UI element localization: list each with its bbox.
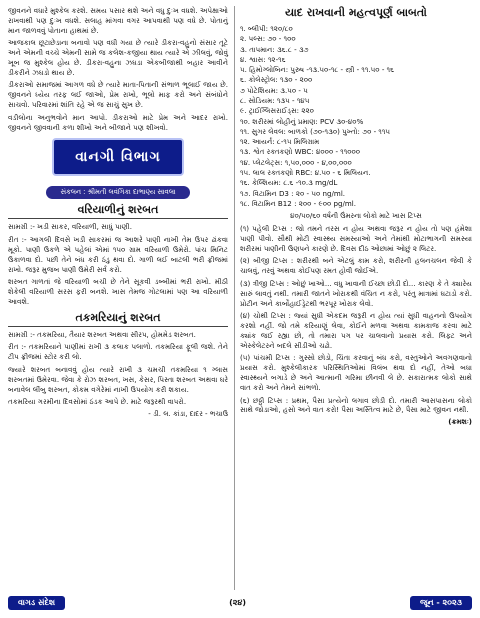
recipe-note: શરબત ગાળતાં જે વરિયાળી બચી છે તેને સૂકવી ડબ્બીમાં ભરી રાખો. મીઠી શેકેલી વરિયાળી સરસ ફરી બનશે. ખાસ તેમજ ગોટલામાં પણ આ વરિયાળી આવશે. (8, 277, 228, 306)
list-item: ૧૭. વિટામિન D3 : ૨૦ - ૫૦ ng/ml. (240, 188, 346, 198)
list-item: ૫. હિમોગ્લોબિન: પુરુષ -૧૩.૫૦-૧૮ - સ્ત્રી - ૧૧.૫૦ - ૧૬ (240, 65, 395, 75)
recipe-fennel (8, 203, 228, 306)
recipe-method: રીત :- આગલી દિવસે ખડી સાકરમાં જ આશરે પાણી નાખી તેમ ઉપર ઢાંકવા મૂકો. પાણી ઉકળે એ પહેલાં એમાં ૧૫૦ ગ્રામ વરિયાળી ઉમેરો. પાંચ મિનિટ ઉકાળવા દો. પછી તેને બંધ કરી ઠંડુ થવા દો. ગાળી લઈ બાટલી ભરી ફ્રીજમાં રાખો. જરૂર મુજબ પાણી ઉમેરી સર્વ કરો. (8, 235, 228, 274)
age-tips-heading: ૪૦/૫૦/૬૦ વર્ષની ઉંમરના લોકો માટે ખાસ ટિપ્સ (290, 212, 422, 221)
list-item: ૧૮. વિટામિન B12 : ૨૦૦ - ૯૦૦ pg/ml. (240, 198, 357, 208)
tip-paragraph: (૫) પાંચમી ટિપ્સ : ગુસ્સો છોડો, ચિંતા કરવાનું બંધ કરો, વસ્તુઓને અવગણવાનો પ્રયાસ કરો. મુશ્કેલીકારક પરિસ્થિતિઓમાં વિલંબ થવા દો નહીં, તેઓ બધા સ્વાસ્થ્યને બગાડે છે અને આત્માની ગરિમા છીનવી લે છે. સકારાત્મક લોકો સાથે વાત કરો અને તેમને સાંભળો. (240, 353, 472, 392)
list-item: ૧. બ્લીપી: ૧૨૦/૮૦ (240, 24, 293, 33)
list-item: ૧૪. પ્લેટલેટ્સ: ૧,૫૦,૦૦૦ - ૪,૦૦,૦૦૦ (240, 157, 352, 167)
intro-paragraph: આજકાલ છૂટાછેડાના બનાવો પણ વધી ગયા છે ત્યારે ડીકરા-વહુનો સંસાર તૂટે અને એમની વચ્ચે એમની સામે જ કલેશ-કજીયા થાય ત્યારે એ ઝીલવું, જોવું ખૂબ જ મુશ્કેલ હોય છે. ડીકરા-વહુના ઝઘડા એકબીજાથી બહાર આવીને ડીકરીને ઝઘડો થાય છે. (8, 38, 228, 77)
tip-paragraph: (૪) ચોથી ટિપ્સ : જ્યાં સુધી એકદમ જરૂરી ન હોય ત્યાં સુધી વાહનનો ઉપયોગ કરશો નહીં. જો તમે કરિયાણું લેવા, કોઈને મળવા અથવા કામકાજ કરવા માટે ક્યાંક જઈ રહ્યા છો, તો તમારા પગ પર ચાલવાનો પ્રયાસ કરો. લિફ્ટ અને એસ્કેલેટરને બદલે સીડીઓ ચઢો. (240, 311, 472, 350)
intro-paragraph: વડીલોના અનુભવોને માન આપો. ડીકરાઓ માટે પ્રેમ અને આદર રાખો. જીવનને જીવવાની કળા શીખો અને બીજાને પણ શીખવો. (8, 112, 228, 132)
recipe-title: તકમરિયાનું શરબત (8, 311, 228, 327)
list-item: ૧૧. સુગર લેવલ: બાળકો (૭૦-૧૩૦) પુખ્તો: ૭૦ - ૧૧૫ (240, 126, 391, 136)
recipe-title: વરિયાળીનું શરબત (8, 203, 228, 219)
list-item: ૧૨. આયર્ન: ૮-૧૫ મિલિગ્રામ (240, 137, 320, 147)
list-item: ૬. કોલેસ્ટ્રોલ: ૧૩૦ - ૨૦૦ (240, 75, 313, 85)
issue-date: જૂન - ૨૦૨૩ (410, 596, 472, 610)
list-item: ૧૦. શરીરમાં લોહીનું પ્રમાણ: PCV ૩૦-૪૦% (240, 116, 364, 126)
signature: - ડી. લ. કાંડા, દાદર - ભચાઉ (148, 410, 228, 419)
health-facts-list (240, 24, 472, 209)
list-item: ૧૫. લાલ રક્તકણો RBC: ૪.૫૦ - ૬ મિલિયન. (240, 167, 371, 177)
page-footer (8, 594, 472, 612)
tip-paragraph: (૩) ત્રીજી ટિપ્સ : ઓછું ખાઓ... વધુ ખાવાની ઈચ્છા છોડી દો... કારણ કે તે ક્યારેય સારું લાવતું નથી. તમારી જાતને ખોરાકથી વંચિત ન કરો, પરંતુ માત્રામાં ઘટાડો કરો. પ્રોટીન અને કાર્બોહાઈડ્રેટથી ભરપૂર ખોરાક લેવો. (240, 278, 472, 308)
recipe-ingredients: સામગ્રી :- ખડી સાકર, વરિયાળી, સાધું પાણી. (8, 222, 132, 232)
magazine-name: વાગડ સંદેશ (8, 596, 65, 610)
page-number: (૨૪) (229, 598, 247, 607)
column-divider (234, 6, 235, 590)
health-tips (240, 224, 472, 415)
list-item: ૮. સોડિયમ: ૧૩૫ - ૧૪૫ (240, 95, 310, 105)
tip-paragraph: (૨) બીજી ટિપ્સ : શરીરથી બને એટલું કામ કરો, શરીરની હલનચલન જેવી કે ચાલવું, તરવું અથવા કોઈપણ રમત હોવી જોઈએ. (240, 256, 472, 276)
recipe-benefit: તકમરિયા ગરમીના દિવસોમાં ઠંડક આપે છે. માટે જરૂરથી વાપરો. (8, 397, 187, 407)
list-item: ૧૬. કેલ્શિયમ: ૮.૬ -૧૦.૩ mg/dL (240, 178, 338, 188)
list-item: ૪. શ્વાસ: ૧૨-૧૬ (240, 54, 286, 64)
recipe-ingredients: સામગ્રી :- તકમરિયા, તૈયાર શરબત અથવા સીરપ, હોમમેડ શરબત. (8, 329, 196, 339)
list-item: ૨. પલ્સ: ૭૦ - ૧૦૦ (240, 34, 296, 44)
tip-paragraph: (૬) છઠ્ઠી ટિપ્સ : પ્રથમ, પૈસા પ્રત્યેનો લગાવ છોડી દો. તમારી આસપાસના લોકો સાથે જોડાઓ, હસો અને વાત કરો! પૈસા અસ્તિત્વ માટે છે, પૈસા માટે જીવન નથી. (240, 395, 472, 415)
intro-paragraph: ડીકરાઓ સમાજમાં આગળ વધે છે ત્યારે માતા-પિતાની સંભાળ ભૂલાઈ જાય છે. જીવનને ધ્યેય તરફ લઈ જાઓ, પ્રેમ રાખો, ભૂલો માફ કરો અને સંબંધોને સાચવો. પરિવારમાં શાંતિ રહે એ જ સાચું સુખ છે. (8, 80, 228, 110)
list-item: ૩. તાપમાન: ૩૬.૮ - ૩૭ (240, 44, 309, 54)
health-facts-title: યાદ રાખવાની મહત્વપૂર્ણ બાબતો (285, 6, 427, 19)
recipe-section-banner: વાનગી વિભાગ (52, 138, 184, 176)
intro-paragraph: જીવનને વધારે મુશ્કેલ કરશે. સમય પસાર થશે અને વધુ દુઃખ વધશે. અપેક્ષાઓ રાખવાથી પણ દુઃખ વધશે. સલાહ માંગવા વગર આપવાથી પણ વધે છે. પોતાનું માન જાળવવું પોતાના હાથમાં છે. (8, 6, 228, 35)
intro-article (8, 6, 228, 132)
right-column (240, 6, 472, 429)
byline (8, 179, 228, 199)
list-item: ૯. ટ્રાઈગ્લિસરાઈડ્સ: ૨૨૦ (240, 106, 314, 116)
recipe-method: રીત :- તકમરિયાને પાણીમાં રાખી ૩ કલાક પલાળો. તકમરિયા ફૂલી જશે. તેને ટીપ ફ્રીજમાં સ્ટોર કરી લો. (8, 342, 228, 362)
continued-mark: (ક્રમશઃ) (448, 418, 472, 427)
byline-text: સંકલન : શ્રીમતી લવંગિકા દાભાણ્ય સાવલા (46, 186, 189, 199)
recipe-basil-seed (8, 311, 228, 407)
list-item: ૧૩. શ્વેત રક્તકણો WBC: ૪૦૦૦ - ૧૧૦૦૦ (240, 147, 361, 157)
tip-paragraph: (૧) પહેલી ટિપ્સ : જો તમને તરસ ન હોય અથવા જરૂર ન હોય તો પણ હંમેશા પાણી પીવો. સૌથી મોટી સ્વાસ્થ્ય સમસ્યાઓ અને તેમાંથી મોટાભાગની સમસ્યા શરીરમાં પાણીની ઉણપને કારણે છે. દિવસ દીઠ ઓછામાં ઓછું ૨ લિટર. (240, 224, 472, 253)
left-column (8, 6, 228, 421)
recipe-note: જ્યારે શરબત બનાવવું હોય ત્યારે રાખી ૩ ચમચી તકમરિયા ૧ ગ્લાસ શરબતમાં ઉમેરવા. જેવા કે રોઝ શરબત, ખસ, કેસર, પિસ્તા શરબત અથવા ઘરે બનાવેલ લીંબુ શરબત, કોકમ વગેરેમાં નાખી ઉપયોગ કરી શકાય. (8, 364, 228, 394)
list-item: ૭ પોટેશિયમ: ૩.૫૦ - ૫ (240, 85, 308, 95)
